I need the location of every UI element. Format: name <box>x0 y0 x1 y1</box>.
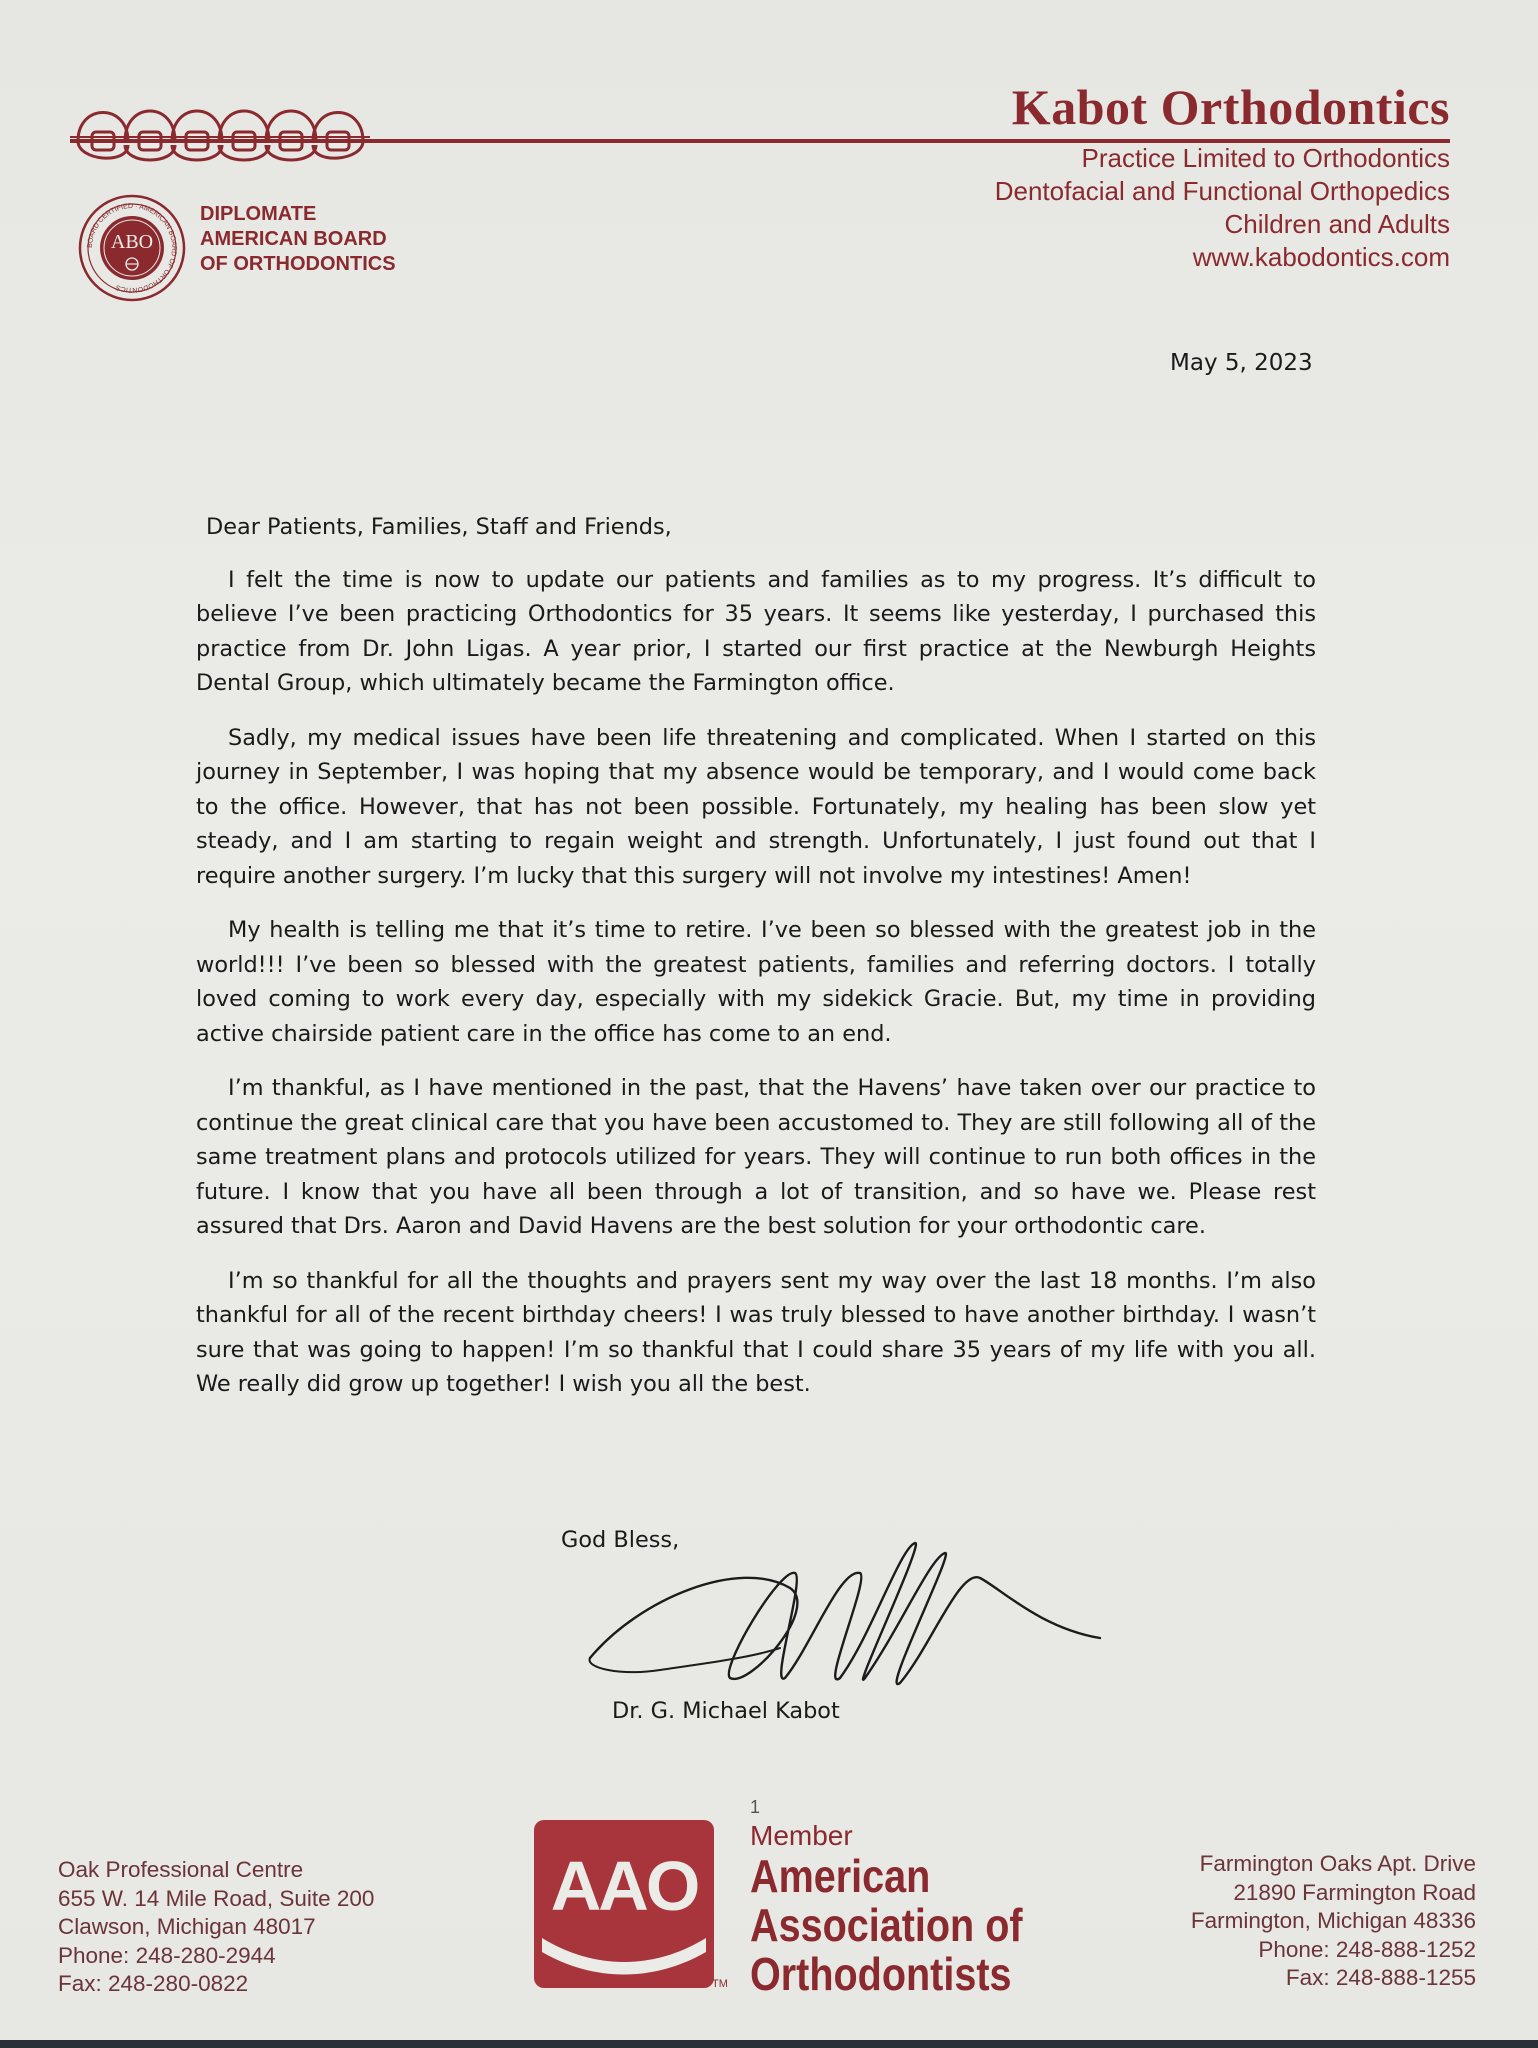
paragraph: I’m thankful, as I have mentioned in the past, that the Havens’ have taken over our practice to continue the great clinical care that you have been accustomed to. They are still following all of the same treatment plans and protocols utilized for years. They will continue to run both offices in the future. I know that you have all been through a lot of transition, and so have we. Please rest assured that Drs. Aaron and David Havens are the best solution for your orthodontic care. <box>196 1075 1316 1239</box>
practice-website-link[interactable]: www.kabodontics.com <box>1192 242 1450 272</box>
aao-name-line: Association of <box>750 1899 1023 1951</box>
practice-name: Kabot Orthodontics <box>1011 79 1450 135</box>
paragraph: I felt the time is now to update our patients and families as to my progress. It’s difficult to believe I’ve been practicing Orthodontics for 35 years. It seems like yesterday, I purchased this practice from Dr. John Ligas. A year prior, I started our first practice at the Newburgh Heights Dental Group, which ultimately became the Farmington office. <box>196 566 1316 696</box>
svg-text:BOARD CERTIFIED · AMERICAN BOA: BOARD CERTIFIED · AMERICAN BOARD OF ORTHODONTICS <box>86 202 178 294</box>
aao-member-label: Member <box>750 1820 853 1851</box>
diplomate-line: OF ORTHODONTICS <box>200 253 396 275</box>
practice-specialty: Practice Limited to Orthodontics <box>1081 143 1450 173</box>
handwritten-signature <box>580 1528 1110 1708</box>
letter-date: May 5, 2023 <box>1170 350 1313 376</box>
svg-text:ABO: ABO <box>110 231 154 253</box>
phone-line: Phone: 248-280-2944 <box>58 1942 276 1968</box>
page-number: 1 <box>750 1797 761 1817</box>
address-line: Clawson, Michigan 48017 <box>58 1914 316 1939</box>
practice-details <box>995 142 1450 274</box>
fax-line: Fax: 248-888-1255 <box>1285 1965 1476 1990</box>
paragraph: I’m so thankful for all the thoughts and prayers sent my way over the last 18 months. I’m also thankful for all of the recent birthday cheers! I was truly blessed to have another birthday. I wasn’t sure that was going to happen! I’m so thankful that I could share 35 years of my life with you all. We really did grow up together! I wish you all the best. <box>196 1267 1316 1397</box>
address-line: 21890 Farmington Road <box>1233 1879 1476 1905</box>
clawson-office-address <box>58 1856 374 1999</box>
address-line: Farmington Oaks Apt. Drive <box>1199 1851 1476 1876</box>
letter-body <box>196 510 1316 1422</box>
practice-services: Dentofacial and Functional Orthopedics <box>994 176 1450 206</box>
aao-name-line: Orthodontists <box>750 1948 1012 2000</box>
farmington-office-address <box>1191 1850 1476 1993</box>
paragraph: Sadly, my medical issues have been life threatening and complicated. When I started on this journey in September, I was hoping that my absence would be temporary, and I would come back to the office. However, that has not been possible. Fortunately, my healing has been slow yet steady, and I am starting to regain weight and strength. Unfortunately, I just found out that I require another surgery. I’m lucky that this surgery will not involve my intestines! Amen! <box>196 724 1316 889</box>
abo-seal-icon <box>70 193 194 303</box>
aao-name-line: American <box>750 1850 931 1902</box>
practice-patients: Children and Adults <box>1224 209 1450 239</box>
address-line: Farmington, Michigan 48336 <box>1190 1908 1476 1933</box>
fax-line: Fax: 248-280-0822 <box>58 1971 249 1996</box>
address-line: Oak Professional Centre <box>58 1857 304 1882</box>
trademark-mark: TM <box>712 1978 728 1990</box>
phone-line: Phone: 248-888-1252 <box>1258 1936 1476 1962</box>
signer-name: Dr. G. Michael Kabot <box>612 1698 840 1724</box>
address-line: 655 W. 14 Mile Road, Suite 200 <box>58 1885 375 1911</box>
aao-organization-name <box>750 1852 1023 1999</box>
diplomate-line: AMERICAN BOARD <box>200 228 387 250</box>
diplomate-credential <box>200 202 396 277</box>
closing: God Bless, <box>561 1527 680 1553</box>
diplomate-line: DIPLOMATE <box>200 203 317 225</box>
paragraph: My health is telling me that it’s time to retire. I’ve been so blessed with the greatest job in the world!!! I’ve been so blessed with the greatest patients, families and referring doctors. I totally loved coming to work every day, especially with my sidekick Gracie. But, my time in providing active chairside patient care in the office has come to an end. <box>196 917 1316 1047</box>
svg-text:AAO: AAO <box>550 1847 698 1925</box>
salutation: Dear Patients, Families, Staff and Friends, <box>206 514 672 540</box>
aao-logo-icon <box>534 1820 714 1988</box>
